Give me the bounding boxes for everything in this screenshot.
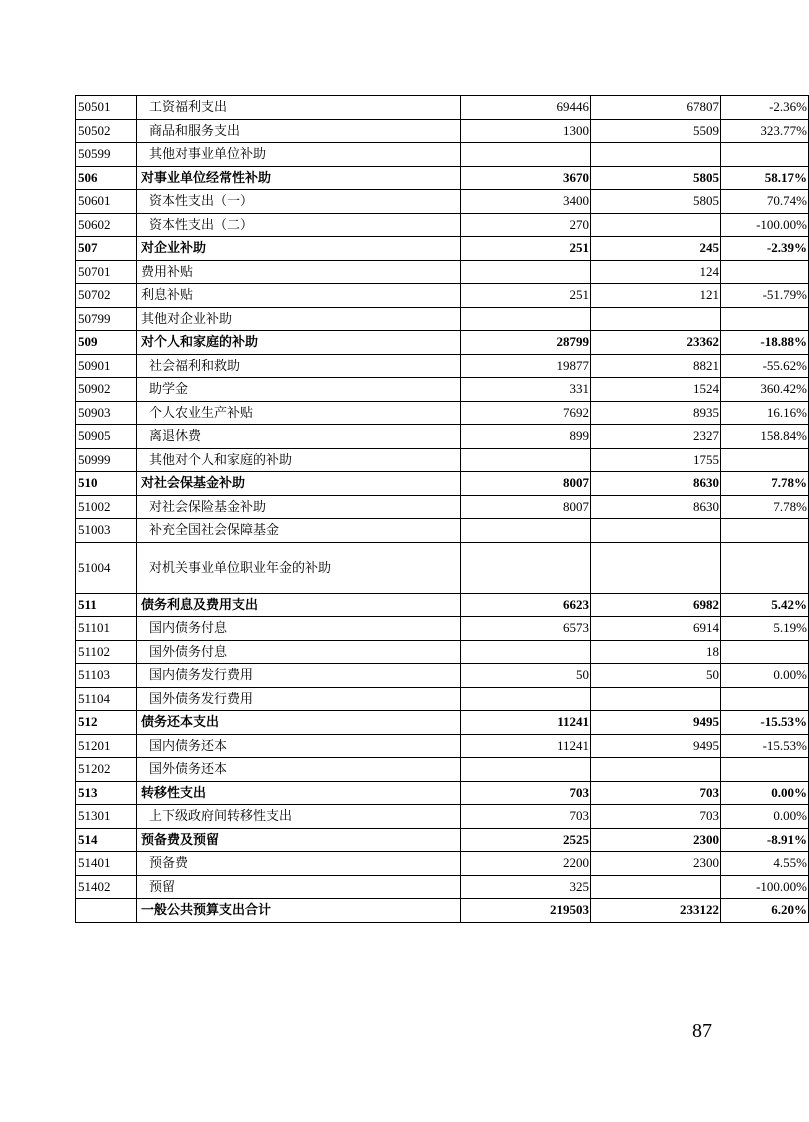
change-percent-cell: 16.16% [721, 401, 809, 425]
item-name-cell [137, 307, 461, 331]
code-cell: 50999 [76, 448, 137, 472]
change-percent-cell: -2.39% [721, 237, 809, 261]
change-percent-cell: 6.20% [721, 899, 809, 923]
value-previous-cell: 11241 [461, 711, 591, 735]
table-row [76, 284, 809, 308]
value-current-cell: 9495 [591, 734, 721, 758]
code-cell: 513 [76, 781, 137, 805]
item-name-cell [137, 495, 461, 519]
item-name-text: 预备费及预留 [141, 831, 220, 847]
item-name-cell [137, 378, 461, 402]
item-name-text: 资本性支出（一） [149, 193, 254, 209]
change-percent-cell: 323.77% [721, 119, 809, 143]
table-row [76, 899, 809, 923]
value-current-cell: 245 [591, 237, 721, 261]
table-row [76, 664, 809, 688]
item-name-cell [137, 284, 461, 308]
value-current-cell: 5509 [591, 119, 721, 143]
table-row [76, 307, 809, 331]
value-current-cell: 5805 [591, 166, 721, 190]
item-name-text: 其他对个人和家庭的补助 [149, 451, 293, 467]
code-cell: 514 [76, 828, 137, 852]
item-name-text: 债务利息及费用支出 [141, 596, 259, 612]
item-name-text: 个人农业生产补贴 [149, 404, 254, 420]
item-name-text: 资本性支出（二） [149, 216, 254, 232]
table-row [76, 401, 809, 425]
code-cell: 50501 [76, 96, 137, 120]
value-previous-cell: 703 [461, 805, 591, 829]
value-previous-cell: 28799 [461, 331, 591, 355]
value-current-cell: 67807 [591, 96, 721, 120]
table-row [76, 758, 809, 782]
table-row [76, 805, 809, 829]
value-current-cell: 6914 [591, 617, 721, 641]
value-previous-cell: 325 [461, 875, 591, 899]
change-percent-cell [721, 687, 809, 711]
value-current-cell [591, 519, 721, 543]
change-percent-cell: 4.55% [721, 852, 809, 876]
item-name-text: 对事业单位经常性补助 [141, 169, 272, 185]
item-name-text: 国内债务发行费用 [149, 667, 254, 683]
value-current-cell: 703 [591, 781, 721, 805]
value-current-cell: 2300 [591, 828, 721, 852]
item-name-cell [137, 354, 461, 378]
table-row [76, 852, 809, 876]
code-cell: 506 [76, 166, 137, 190]
table-row [76, 237, 809, 261]
value-previous-cell: 6573 [461, 617, 591, 641]
change-percent-cell: -2.36% [721, 96, 809, 120]
value-previous-cell: 6623 [461, 593, 591, 617]
table-row [76, 331, 809, 355]
code-cell: 507 [76, 237, 137, 261]
value-previous-cell [461, 143, 591, 167]
code-cell: 51402 [76, 875, 137, 899]
item-name-cell [137, 213, 461, 237]
item-name-cell [137, 593, 461, 617]
value-previous-cell [461, 519, 591, 543]
change-percent-cell: 70.74% [721, 190, 809, 214]
code-cell: 50905 [76, 425, 137, 449]
value-current-cell: 1755 [591, 448, 721, 472]
value-previous-cell: 899 [461, 425, 591, 449]
change-percent-cell: -15.53% [721, 734, 809, 758]
change-percent-cell [721, 519, 809, 543]
value-previous-cell [461, 307, 591, 331]
value-previous-cell [461, 758, 591, 782]
table-row [76, 711, 809, 735]
item-name-cell [137, 190, 461, 214]
value-previous-cell: 50 [461, 664, 591, 688]
change-percent-cell: -55.62% [721, 354, 809, 378]
table-row [76, 640, 809, 664]
table-row [76, 781, 809, 805]
value-previous-cell: 1300 [461, 119, 591, 143]
value-current-cell: 2300 [591, 852, 721, 876]
item-name-cell [137, 260, 461, 284]
table-row [76, 260, 809, 284]
item-name-cell [137, 425, 461, 449]
code-cell: 50702 [76, 284, 137, 308]
code-cell: 50601 [76, 190, 137, 214]
value-current-cell: 8935 [591, 401, 721, 425]
value-previous-cell: 19877 [461, 354, 591, 378]
value-current-cell: 6982 [591, 593, 721, 617]
change-percent-cell: -15.53% [721, 711, 809, 735]
item-name-cell [137, 711, 461, 735]
change-percent-cell: -100.00% [721, 875, 809, 899]
value-previous-cell: 2525 [461, 828, 591, 852]
item-name-cell [137, 448, 461, 472]
code-cell: 50799 [76, 307, 137, 331]
code-cell: 51401 [76, 852, 137, 876]
code-cell: 50502 [76, 119, 137, 143]
code-cell: 512 [76, 711, 137, 735]
code-cell: 51301 [76, 805, 137, 829]
value-current-cell: 9495 [591, 711, 721, 735]
code-cell: 51102 [76, 640, 137, 664]
code-cell: 511 [76, 593, 137, 617]
value-current-cell: 50 [591, 664, 721, 688]
value-previous-cell: 3400 [461, 190, 591, 214]
item-name-text: 上下级政府间转移性支出 [149, 808, 293, 824]
table-row [76, 542, 809, 593]
item-name-text: 对企业补助 [141, 240, 207, 256]
value-previous-cell: 251 [461, 237, 591, 261]
value-current-cell [591, 307, 721, 331]
value-previous-cell [461, 448, 591, 472]
value-previous-cell: 331 [461, 378, 591, 402]
value-previous-cell: 270 [461, 213, 591, 237]
table-row [76, 828, 809, 852]
table-row [76, 593, 809, 617]
code-cell: 51004 [76, 542, 137, 593]
item-name-cell [137, 331, 461, 355]
table-row [76, 378, 809, 402]
value-current-cell: 18 [591, 640, 721, 664]
item-name-cell [137, 519, 461, 543]
code-cell: 50901 [76, 354, 137, 378]
item-name-text: 对社会保险基金补助 [149, 498, 267, 514]
table-row [76, 425, 809, 449]
change-percent-cell [721, 260, 809, 284]
item-name-cell [137, 237, 461, 261]
value-current-cell: 23362 [591, 331, 721, 355]
item-name-text: 转移性支出 [141, 784, 207, 800]
value-previous-cell: 7692 [461, 401, 591, 425]
code-cell [76, 899, 137, 923]
change-percent-cell: 7.78% [721, 495, 809, 519]
value-current-cell: 703 [591, 805, 721, 829]
change-percent-cell: 158.84% [721, 425, 809, 449]
code-cell: 510 [76, 472, 137, 496]
table-row [76, 519, 809, 543]
item-name-text: 国内债务付息 [149, 620, 228, 636]
value-previous-cell: 69446 [461, 96, 591, 120]
code-cell: 50701 [76, 260, 137, 284]
item-name-text: 费用补贴 [141, 263, 194, 279]
item-name-cell [137, 96, 461, 120]
value-previous-cell [461, 640, 591, 664]
table-body [76, 96, 809, 923]
value-current-cell: 8821 [591, 354, 721, 378]
item-name-text: 离退休费 [149, 428, 202, 444]
table-row [76, 213, 809, 237]
item-name-cell [137, 828, 461, 852]
item-name-cell [137, 166, 461, 190]
change-percent-cell [721, 307, 809, 331]
table-row [76, 617, 809, 641]
change-percent-cell [721, 758, 809, 782]
value-current-cell: 2327 [591, 425, 721, 449]
item-name-text: 预备费 [149, 855, 189, 871]
change-percent-cell: 0.00% [721, 781, 809, 805]
item-name-cell [137, 734, 461, 758]
budget-expenditure-table [75, 95, 809, 923]
code-cell: 51003 [76, 519, 137, 543]
change-percent-cell: -8.91% [721, 828, 809, 852]
table-row [76, 166, 809, 190]
table-row [76, 875, 809, 899]
value-current-cell: 124 [591, 260, 721, 284]
value-current-cell [591, 143, 721, 167]
item-name-text: 利息补贴 [141, 287, 194, 303]
table-row [76, 448, 809, 472]
item-name-text: 助学金 [149, 381, 189, 397]
item-name-cell [137, 781, 461, 805]
item-name-text: 工资福利支出 [149, 99, 228, 115]
value-current-cell [591, 687, 721, 711]
code-cell: 51202 [76, 758, 137, 782]
change-percent-cell: 7.78% [721, 472, 809, 496]
item-name-cell [137, 401, 461, 425]
value-current-cell [591, 758, 721, 782]
code-cell: 509 [76, 331, 137, 355]
item-name-text: 其他对事业单位补助 [149, 146, 267, 162]
change-percent-cell: 58.17% [721, 166, 809, 190]
table-row [76, 190, 809, 214]
item-name-cell [137, 143, 461, 167]
change-percent-cell: -51.79% [721, 284, 809, 308]
table-row [76, 96, 809, 120]
value-current-cell [591, 875, 721, 899]
code-cell: 50903 [76, 401, 137, 425]
code-cell: 50599 [76, 143, 137, 167]
item-name-cell [137, 542, 461, 593]
code-cell: 50902 [76, 378, 137, 402]
value-current-cell: 5805 [591, 190, 721, 214]
table-row [76, 495, 809, 519]
table-row [76, 472, 809, 496]
value-current-cell [591, 542, 721, 593]
value-current-cell: 8630 [591, 472, 721, 496]
item-name-cell [137, 875, 461, 899]
value-current-cell: 1524 [591, 378, 721, 402]
value-previous-cell: 251 [461, 284, 591, 308]
value-previous-cell: 8007 [461, 495, 591, 519]
change-percent-cell: 5.19% [721, 617, 809, 641]
item-name-text: 对社会保基金补助 [141, 475, 246, 491]
item-name-cell [137, 805, 461, 829]
value-current-cell [591, 213, 721, 237]
value-previous-cell [461, 542, 591, 593]
change-percent-cell: -18.88% [721, 331, 809, 355]
value-previous-cell: 11241 [461, 734, 591, 758]
code-cell: 51103 [76, 664, 137, 688]
page-number: 87 [692, 1020, 712, 1042]
value-current-cell: 8630 [591, 495, 721, 519]
item-name-text: 其他对企业补助 [141, 310, 233, 326]
change-percent-cell [721, 448, 809, 472]
value-current-cell: 233122 [591, 899, 721, 923]
code-cell: 51104 [76, 687, 137, 711]
item-name-cell [137, 472, 461, 496]
item-name-text: 社会福利和救助 [149, 357, 241, 373]
table-row [76, 687, 809, 711]
item-name-text: 国外债务还本 [149, 761, 228, 777]
code-cell: 50602 [76, 213, 137, 237]
item-name-text: 国外债务付息 [149, 643, 228, 659]
value-previous-cell [461, 687, 591, 711]
code-cell: 51101 [76, 617, 137, 641]
item-name-cell [137, 758, 461, 782]
item-name-text: 对机关事业单位职业年金的补助 [149, 559, 332, 575]
value-previous-cell: 2200 [461, 852, 591, 876]
value-current-cell: 121 [591, 284, 721, 308]
item-name-cell [137, 687, 461, 711]
item-name-cell [137, 119, 461, 143]
item-name-text: 一般公共预算支出合计 [141, 902, 272, 918]
item-name-text: 预留 [149, 878, 176, 894]
change-percent-cell [721, 143, 809, 167]
table-row [76, 143, 809, 167]
change-percent-cell [721, 640, 809, 664]
table-row [76, 734, 809, 758]
item-name-text: 对个人和家庭的补助 [141, 334, 259, 350]
item-name-cell [137, 664, 461, 688]
table-row [76, 354, 809, 378]
change-percent-cell: 0.00% [721, 664, 809, 688]
item-name-text: 补充全国社会保障基金 [149, 522, 280, 538]
value-previous-cell: 8007 [461, 472, 591, 496]
value-previous-cell: 703 [461, 781, 591, 805]
item-name-cell [137, 617, 461, 641]
change-percent-cell: 0.00% [721, 805, 809, 829]
change-percent-cell: -100.00% [721, 213, 809, 237]
item-name-text: 国内债务还本 [149, 737, 228, 753]
change-percent-cell: 5.42% [721, 593, 809, 617]
code-cell: 51201 [76, 734, 137, 758]
table-row [76, 119, 809, 143]
value-previous-cell: 219503 [461, 899, 591, 923]
change-percent-cell: 360.42% [721, 378, 809, 402]
value-previous-cell: 3670 [461, 166, 591, 190]
item-name-text: 国外债务发行费用 [149, 690, 254, 706]
item-name-cell [137, 899, 461, 923]
item-name-cell [137, 852, 461, 876]
change-percent-cell [721, 542, 809, 593]
item-name-text: 商品和服务支出 [149, 122, 241, 138]
item-name-text: 债务还本支出 [141, 714, 220, 730]
item-name-cell [137, 640, 461, 664]
value-previous-cell [461, 260, 591, 284]
code-cell: 51002 [76, 495, 137, 519]
